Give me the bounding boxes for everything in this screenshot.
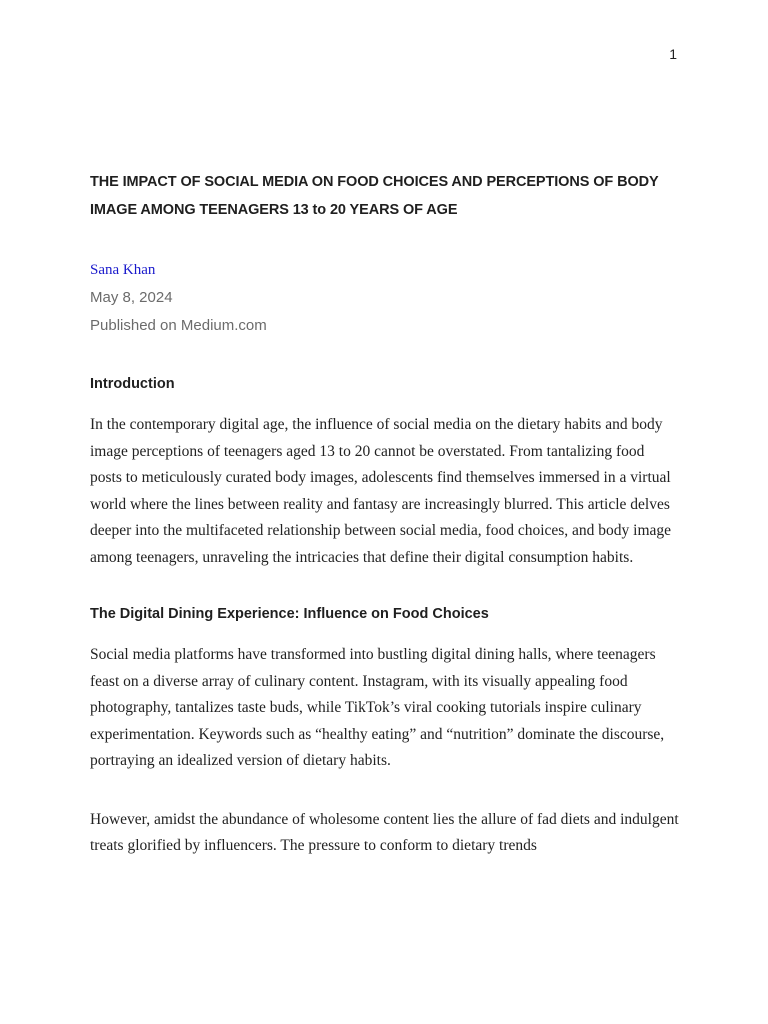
section-heading-introduction: Introduction (90, 376, 175, 392)
section-heading-digital-dining: The Digital Dining Experience: Influence on Food Choices (90, 606, 489, 622)
author-link[interactable]: Sana Khan (90, 262, 156, 278)
publish-date: May 8, 2024 (90, 289, 173, 306)
article-title: THE IMPACT OF SOCIAL MEDIA ON FOOD CHOICES AND PERCEPTIONS OF BODY IMAGE AMONG TEENAGERS 13 to 20 YEARS OF AGE (90, 174, 659, 218)
publication-source: Published on Medium.com (90, 317, 267, 334)
paragraph-digital-dining: Social media platforms have transformed into bustling digital dining halls, where teenagers feast on a diverse array of culinary content. Instagram, with its visually appealing food photography, tantalizes taste buds, while TikTok’s viral cooking tutorials inspire culinary experimentation. Keywords such as “healthy eating” and “nutrition” dominate the discourse, portraying an idealized version of dietary habits. (90, 646, 665, 769)
article-content (90, 168, 680, 860)
page-number: 1 (669, 46, 677, 62)
paragraph-introduction: In the contemporary digital age, the influence of social media on the dietary habits and body image perceptions of teenagers aged 13 to 20 cannot be overstated. From tantalizing food posts to meticulously curated body images, adolescents find themselves immersed in a virtual world where the lines between reality and fantasy are increasingly blurred. This article delves deeper into the multifaceted relationship between social media, food choices, and body image among teenagers, unraveling the intricacies that define their digital consumption habits. (90, 416, 672, 566)
paragraph-fad-diets: However, amidst the abundance of wholesome content lies the allure of fad diets and indulgent treats glorified by influencers. The pressure to conform to dietary trends (90, 810, 679, 854)
